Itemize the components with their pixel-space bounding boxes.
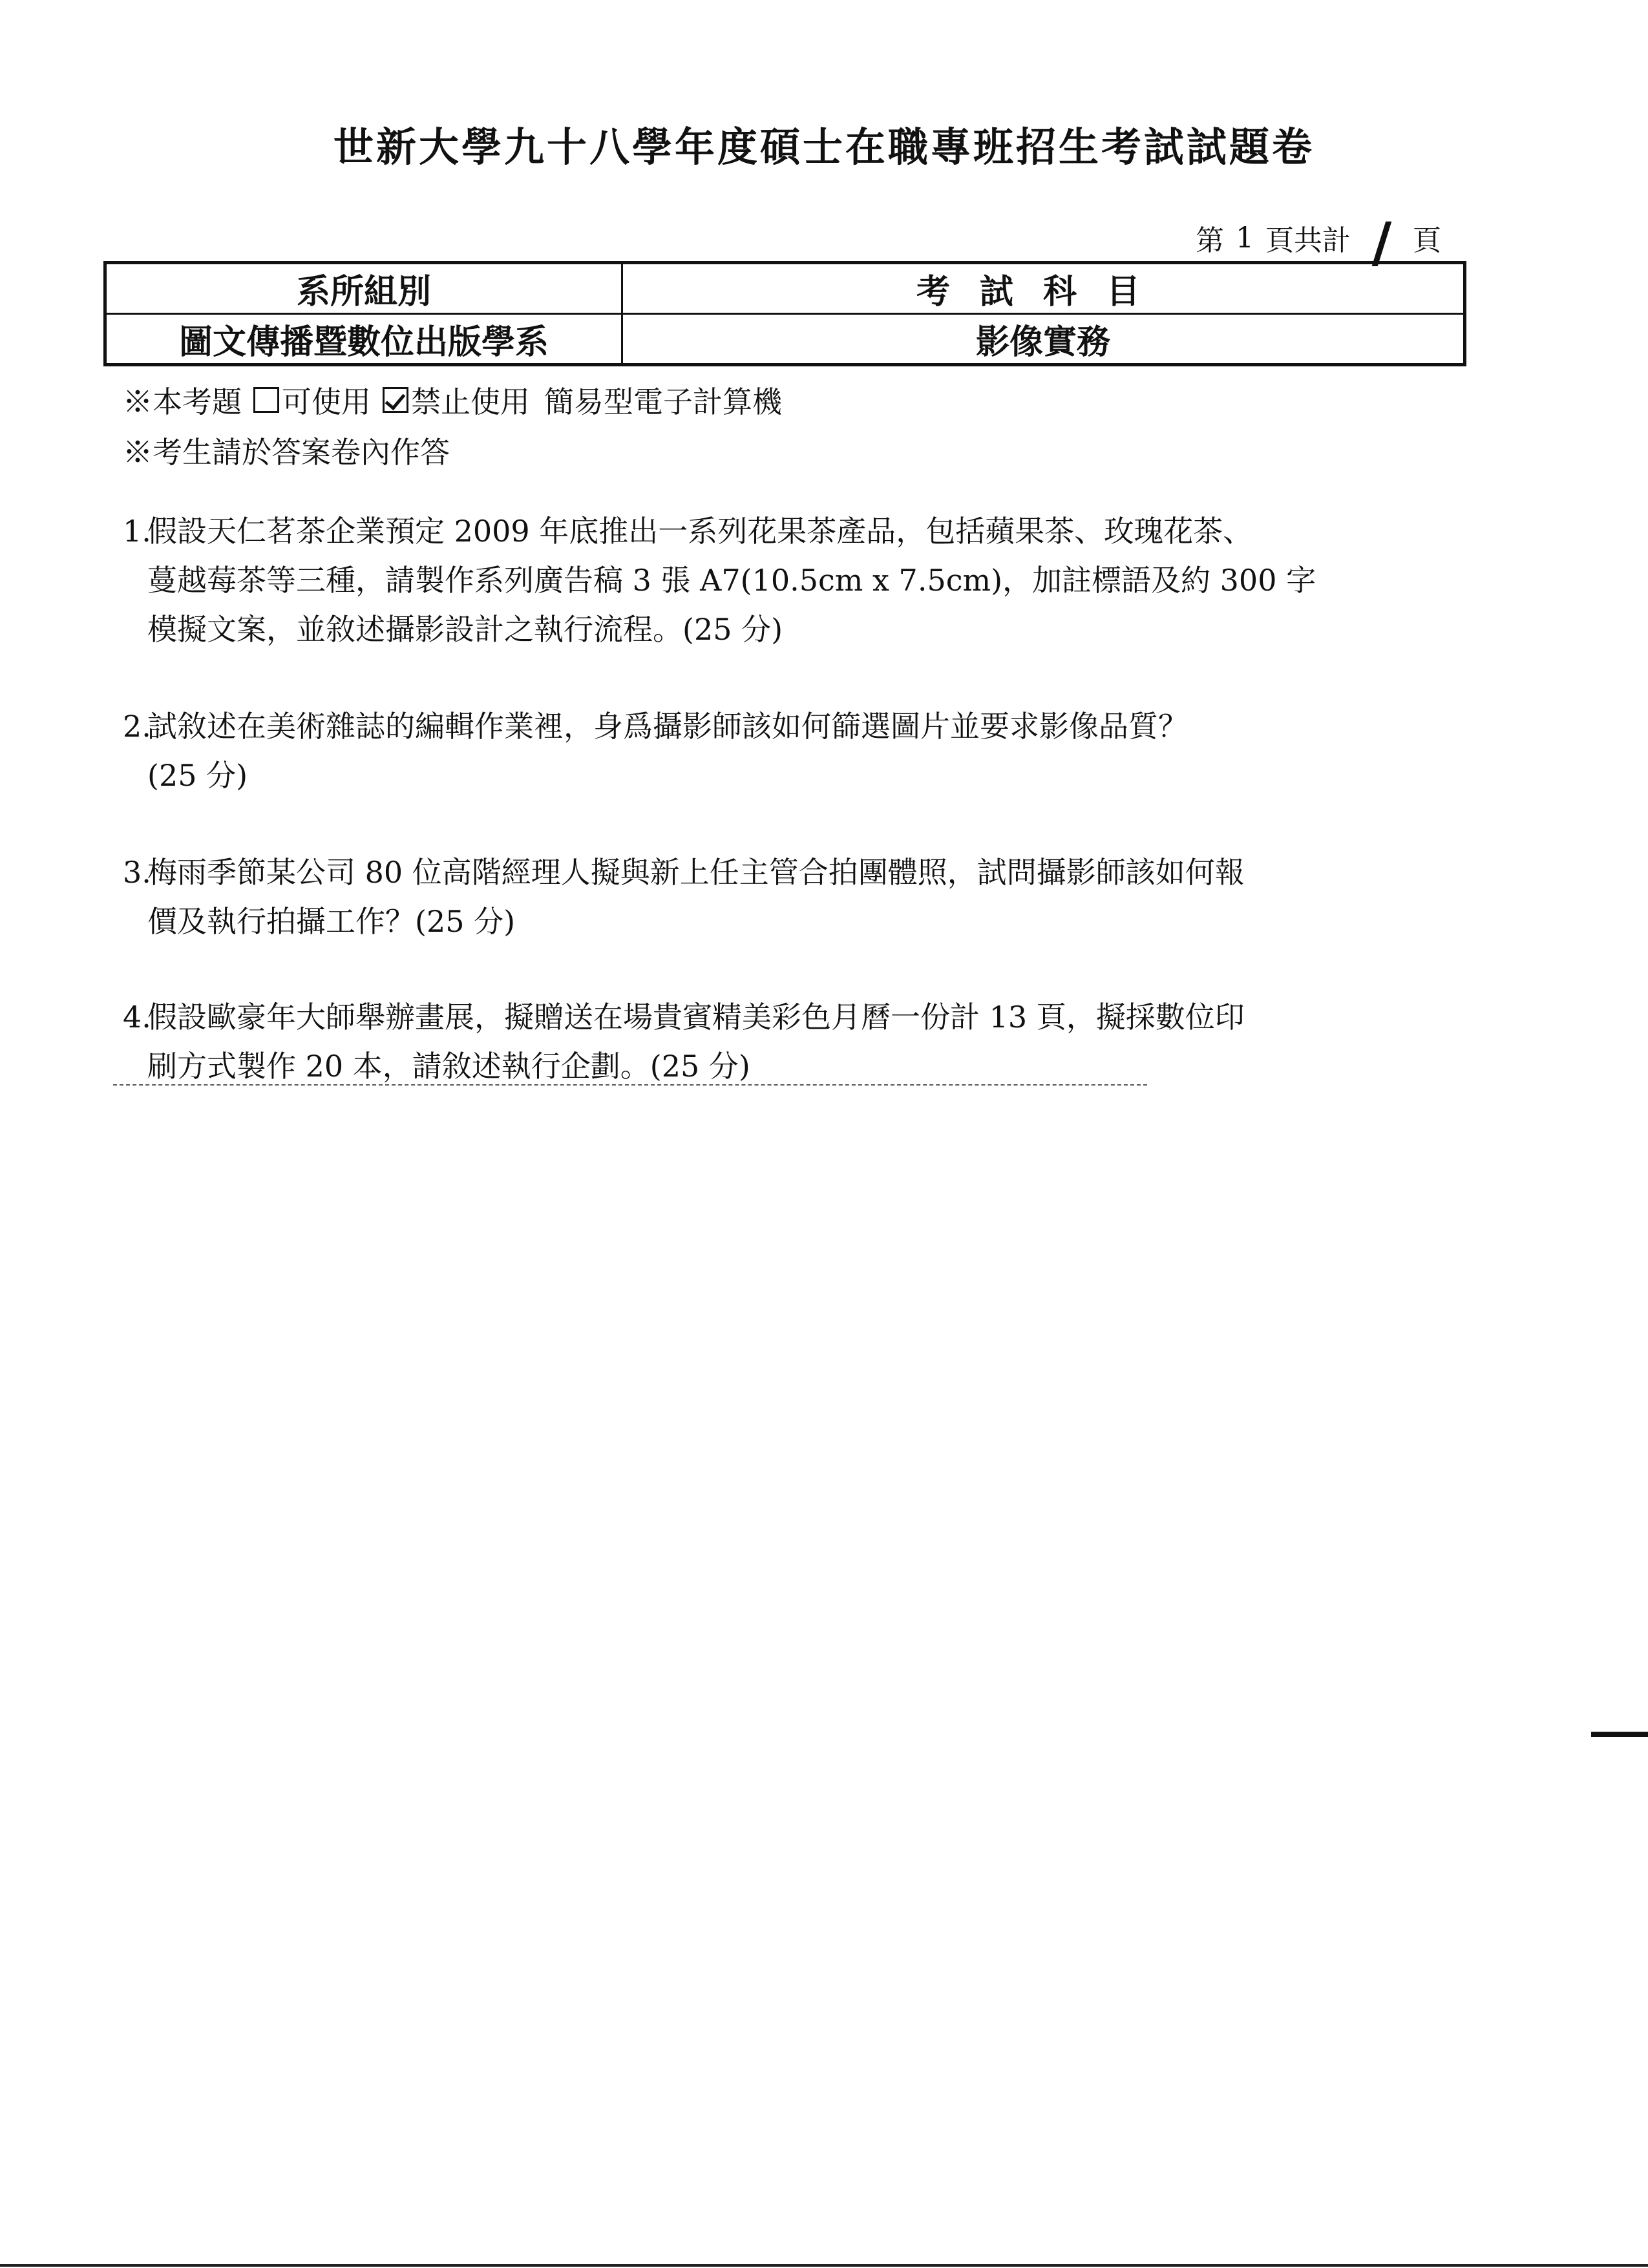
question-line: 蔓越莓茶等三種，請製作系列廣告稿 3 張 A7(10.5cm x 7.5cm)，加註標語及約 300 字 (147, 563, 1316, 598)
calc-prefix: ※本考題 (123, 384, 242, 419)
subject-header: 考試科目 (622, 263, 1465, 314)
page-counter (1196, 209, 1441, 274)
question-line: 價及執行拍攝工作？(25 分) (147, 904, 516, 939)
question-2 (123, 702, 1260, 800)
question-3 (123, 848, 1260, 946)
question-line: 假設天仁茗茶企業預定 2009 年底推出一系列花果茶產品，包括蘋果茶、玫瑰花茶、 (147, 514, 1253, 549)
dept-header: 系所組別 (105, 263, 622, 314)
question-line: 試敘述在美術雜誌的編輯作業裡，身爲攝影師該如何篩選圖片並要求影像品質？ (147, 709, 1188, 744)
page-prefix: 第 (1196, 224, 1224, 257)
calc-forbidden-checkbox (383, 387, 408, 413)
question-4 (123, 992, 1260, 1091)
scan-edge-mark (1591, 1732, 1648, 1737)
calc-allowed-label: 可使用 (282, 384, 371, 419)
question-line: 梅雨季節某公司 80 位高階經理人擬與新上任主管合拍團體照，試問攝影師該如何報 (147, 855, 1245, 890)
calculator-note (123, 379, 782, 421)
subject-value: 影像實務 (622, 314, 1465, 365)
end-divider (113, 1084, 1147, 1086)
calc-allowed-checkbox (253, 387, 279, 413)
scan-bottom-edge (0, 2264, 1648, 2267)
question-number: 1. (123, 514, 151, 549)
calc-forbidden-label: 禁止使用 (411, 384, 530, 419)
question-number: 2. (123, 709, 151, 744)
exam-title: 世新大學九十八學年度碩士在職專班招生考試試題卷 (333, 123, 1315, 171)
answer-note: ※考生請於答案卷內作答 (123, 435, 450, 470)
question-line: 刷方式製作 20 本，請敘述執行企劃。(25 分) (147, 1049, 750, 1084)
question-line: 假設歐豪年大師舉辦畫展，擬贈送在場貴賓精美彩色月曆一份計 13 頁，擬採數位印 (147, 1000, 1245, 1034)
page-middle: 頁共計 (1265, 224, 1351, 257)
page-suffix: 頁 (1413, 224, 1441, 257)
page-current: 1 (1236, 221, 1254, 255)
question-line: (25 分) (147, 758, 248, 793)
question-line: 模擬文案，並敘述攝影設計之執行流程。(25 分) (147, 612, 783, 647)
question-number: 3. (123, 855, 151, 890)
info-value-row (105, 314, 1465, 365)
calc-type: 簡易型電子計算機 (544, 384, 782, 419)
question-number: 4. (123, 1000, 151, 1034)
dept-value: 圖文傳播暨數位出版學系 (105, 314, 622, 365)
info-header-row (105, 263, 1465, 314)
question-1 (123, 507, 1316, 654)
page-total-mark: / (1371, 209, 1392, 274)
exam-info-table (103, 261, 1466, 366)
